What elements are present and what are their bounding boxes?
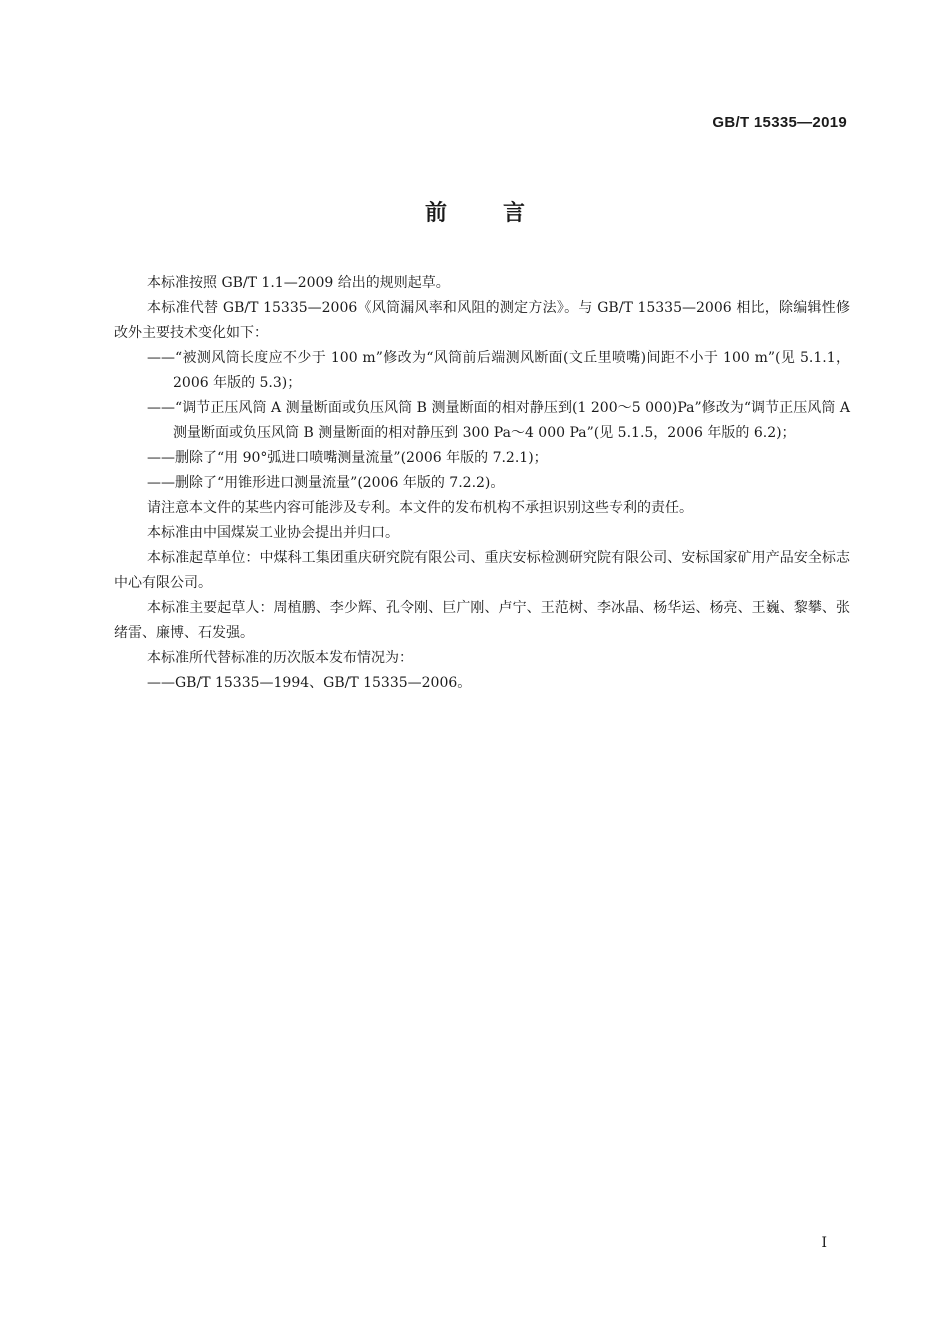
paragraph-drafting-units: 本标准起草单位：中煤科工集团重庆研究院有限公司、重庆安标检测研究院有限公司、安标国家矿用产品安全标志中心有限公司。 xyxy=(114,550,850,591)
standard-number: GB/T 15335—2019 xyxy=(712,114,847,131)
paragraph-drafting-rules: 本标准按照 GB/T 1.1—2009 给出的规则起草。 xyxy=(147,275,450,291)
page-number: I xyxy=(821,1235,827,1251)
history-item: ——GB/T 15335—1994、GB/T 15335—2006。 xyxy=(147,675,472,691)
foreword-body xyxy=(114,271,850,696)
paragraph-history: 本标准所代替标准的历次版本发布情况为： xyxy=(147,650,413,666)
paragraph-drafters: 本标准主要起草人：周植鹏、李少辉、孔令刚、巨广刚、卢宁、王范树、李冰晶、杨华运、杨亮、王巍、黎攀、张绪雷、廉博、石发强。 xyxy=(114,600,850,641)
change-item-3: ——删除了“用 90°弧进口喷嘴测量流量”(2006 年版的 7.2.1)； xyxy=(147,450,548,466)
change-item-4: ——删除了“用锥形进口测量流量”(2006 年版的 7.2.2)。 xyxy=(147,475,505,491)
paragraph-patent-notice: 请注意本文件的某些内容可能涉及专利。本文件的发布机构不承担识别这些专利的责任。 xyxy=(147,500,693,516)
change-item-1: ——“被测风筒长度应不少于 100 m”修改为“风筒前后端测风断面(文丘里喷嘴)间距不小于 100 m”(见 5.1.1，2006 年版的 5.3)； xyxy=(147,350,850,391)
paragraph-proposer: 本标准由中国煤炭工业协会提出并归口。 xyxy=(147,525,399,541)
paragraph-replaces: 本标准代替 GB/T 15335—2006《风筒漏风率和风阻的测定方法》。与 GB/T 15335—2006 相比，除编辑性修改外主要技术变化如下： xyxy=(114,300,850,341)
change-item-2: ——“调节正压风筒 A 测量断面或负压风筒 B 测量断面的相对静压到(1 200～5 000)Pa”修改为“调节正压风筒 A 测量断面或负压风筒 B 测量断面的相对静压到 300 Pa～4 000 Pa”(见 5.1.5，2006 年版的 6.2)； xyxy=(147,400,850,441)
page-title: 前言 xyxy=(424,201,581,226)
